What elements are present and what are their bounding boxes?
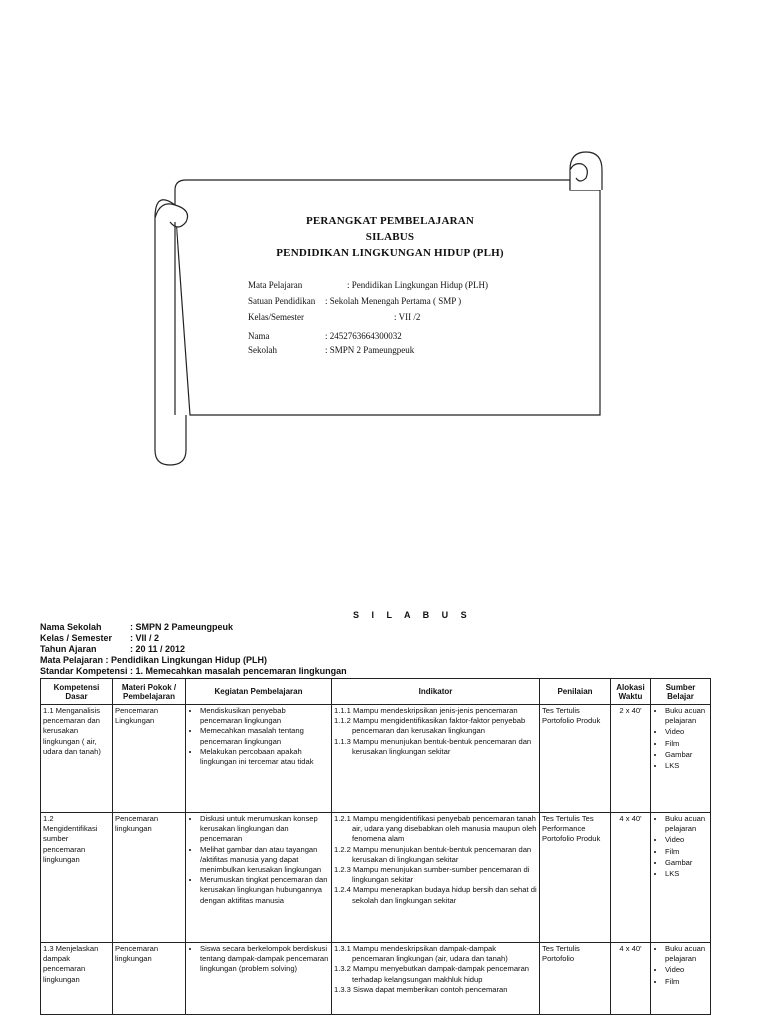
cell-indikator xyxy=(332,943,540,1015)
cell-waktu: 4 x 40' xyxy=(611,813,651,943)
sumber-item: • Gambar xyxy=(665,750,708,760)
sumber-item: • Buku acuan pelajaran xyxy=(665,706,708,726)
sumber-item: • Buku acuan pelajaran xyxy=(665,814,708,834)
table-row xyxy=(41,705,711,813)
kegiatan-item: • Memecahkan masalah tentang pencemaran lingkungan xyxy=(200,726,329,746)
cover-label-kelas: Kelas/Semester xyxy=(248,312,304,322)
col-kegiatan: Kegiatan Pembelajaran xyxy=(186,679,332,705)
indikator-item: 1.1.1 Mampu mendeskripsikan jenis-jenis pencemaran xyxy=(334,706,518,715)
header-sk-value: : 1. Memecahkan masalah pencemaran lingkungan xyxy=(130,666,347,676)
kegiatan-item: • Siswa secara berkelompok berdiskusi tentang dampak-dampak pencemaran lingkungan (problem solving) xyxy=(200,944,329,975)
indikator-item: 1.3.1 Mampu mendeskripsikan dampak-dampak pencemaran lingkungan (air, udara dan tanah) xyxy=(334,944,508,964)
cover-title-3: PENDIDIKAN LINGKUNGAN HIDUP (PLH) xyxy=(276,247,504,259)
cover-title-1: PERANGKAT PEMBELAJARAN xyxy=(305,215,475,227)
col-waktu: Alokasi Waktu xyxy=(611,679,651,705)
header-sk-label: Standar Kompetensi xyxy=(40,666,128,676)
cell-indikator xyxy=(332,813,540,943)
cell-sumber xyxy=(651,943,711,1015)
table-row xyxy=(41,943,711,1015)
sumber-item: • Gambar xyxy=(665,858,708,868)
silabus-title: S I L A B U S xyxy=(353,610,472,620)
indikator-item: 1.1.2 Mampu mengidentifikasikan faktor-faktor penyebab pencemaran dan kerusakan lingkungan xyxy=(334,716,526,736)
cell-kegiatan xyxy=(186,813,332,943)
cell-kd: 1.3 Menjelaskan dampak pencemaran lingkungan xyxy=(41,943,113,1015)
col-kd: Kompetensi Dasar xyxy=(41,679,113,705)
cell-waktu: 4 x 40' xyxy=(611,943,651,1015)
cell-penilaian: Tes Tertulis Tes Performance Portofolio Produk xyxy=(540,813,611,943)
sumber-item: • Buku acuan pelajaran xyxy=(665,944,708,964)
sumber-item: • LKS xyxy=(665,761,708,771)
cell-penilaian: Tes Tertulis Portofolio xyxy=(540,943,611,1015)
col-sumber: Sumber Belajar xyxy=(651,679,711,705)
cell-kd: 1.1 Menganalisis pencemaran dan kerusakan lingkungan ( air, udara dan tanah) xyxy=(41,705,113,813)
cell-kd: 1.2 Mengidentifikasi sumber pencemaran lingkungan xyxy=(41,813,113,943)
cell-waktu: 2 x 40' xyxy=(611,705,651,813)
header-label-sekolah: Nama Sekolah xyxy=(40,622,102,632)
cell-materi: Pencemaran lingkungan xyxy=(113,813,186,943)
indikator-item: 1.2.2 Mampu menunjukan bentuk-bentuk pencemaran dan kerusakan di lingkungan sekitar xyxy=(334,844,532,864)
kegiatan-item: • Mendiskusikan penyebab pencemaran lingkungan xyxy=(200,706,329,726)
kegiatan-item: • Melihat gambar dan atau tayangan /aktifitas manusia yang dapat menimbulkan kerusakan lingkungan xyxy=(200,845,329,876)
cell-materi: Pencemaran Lingkungan xyxy=(113,705,186,813)
cover-value-mapel: : Pendidikan Lingkungan Hidup (PLH) xyxy=(347,280,488,290)
table-header-row xyxy=(41,679,711,705)
indikator-item: 1.3.3 Siswa dapat memberikan contoh pencemaran xyxy=(334,984,508,994)
col-penilaian: Penilaian xyxy=(540,679,611,705)
sumber-item: • Video xyxy=(665,965,708,975)
cover-value-nama: : 2452763664300032 xyxy=(325,331,402,341)
cell-kegiatan xyxy=(186,943,332,1015)
header-label-tahun: Tahun Ajaran xyxy=(40,644,97,654)
cell-materi: Pencemaran lingkungan xyxy=(113,943,186,1015)
silabus-table xyxy=(40,678,711,1015)
sumber-item: • Film xyxy=(665,977,708,987)
header-label-kelas: Kelas / Semester xyxy=(40,633,113,643)
indikator-item: 1.3.2 Mampu menyebutkan dampak-dampak pencemaran terhadap kelangsungan makhluk hidup xyxy=(334,964,530,984)
kegiatan-item: • Melakukan percobaan apakah lingkungan ini tercemar atau tidak xyxy=(200,747,329,767)
indikator-item: 1.2.1 Mampu mengidentifikasi penyebab pencemaran tanah air, udara yang disebabkan oleh manusia maupun oleh fenomena alam xyxy=(334,814,537,844)
sumber-item: • Video xyxy=(665,727,708,737)
cover-label-satuan: Satuan Pendidikan xyxy=(248,296,316,306)
cover-label-mapel: Mata Pelajaran xyxy=(248,280,303,290)
indikator-item: 1.1.3 Mampu menunjukan bentuk-bentuk pencemaran dan kerusakan lingkungan sekitar xyxy=(334,736,532,756)
sumber-item: • LKS xyxy=(665,869,708,879)
header-value-kelas: : VII / 2 xyxy=(130,633,160,643)
kegiatan-item: • Diskusi untuk merumuskan konsep kerusakan lingkungan dan pencemaran xyxy=(200,814,329,845)
cover-value-satuan: : Sekolah Menengah Pertama ( SMP ) xyxy=(325,296,462,306)
sumber-item: • Video xyxy=(665,835,708,845)
col-indikator: Indikator xyxy=(332,679,540,705)
cell-indikator xyxy=(332,705,540,813)
cover-title-2: SILABUS xyxy=(365,231,415,243)
header-value-sekolah: : SMPN 2 Pameungpeuk xyxy=(130,622,234,632)
cell-kegiatan xyxy=(186,705,332,813)
cover-label-nama: Nama xyxy=(248,331,270,341)
header-mapel: Mata Pelajaran : Pendidikan Lingkungan Hidup (PLH) xyxy=(40,655,268,665)
table-row xyxy=(41,813,711,943)
cover-label-sekolah: Sekolah xyxy=(248,345,277,355)
cell-penilaian: Tes Tertulis Portofolio Produk xyxy=(540,705,611,813)
sumber-item: • Film xyxy=(665,847,708,857)
indikator-item: 1.2.4 Mampu menerapkan budaya hidup bersih dan sehat di sekolah dan lingkungan sekitar xyxy=(334,885,537,905)
col-materi: Materi Pokok / Pembelajaran xyxy=(113,679,186,705)
cell-sumber xyxy=(651,813,711,943)
kegiatan-item: • Merumuskan tingkat pencemaran dan kerusakan lingkungan hubungannya dengan aktifitas manusia xyxy=(200,875,329,906)
cover-value-sekolah: : SMPN 2 Pameungpeuk xyxy=(325,345,415,355)
cover-value-kelas: : VII /2 xyxy=(394,312,421,322)
cell-sumber xyxy=(651,705,711,813)
header-value-tahun: : 20 11 / 2012 xyxy=(130,644,186,654)
indikator-item: 1.2.3 Mampu menunjukan sumber-sumber pencemaran di lingkungan sekitar xyxy=(334,865,530,885)
sumber-item: • Film xyxy=(665,739,708,749)
